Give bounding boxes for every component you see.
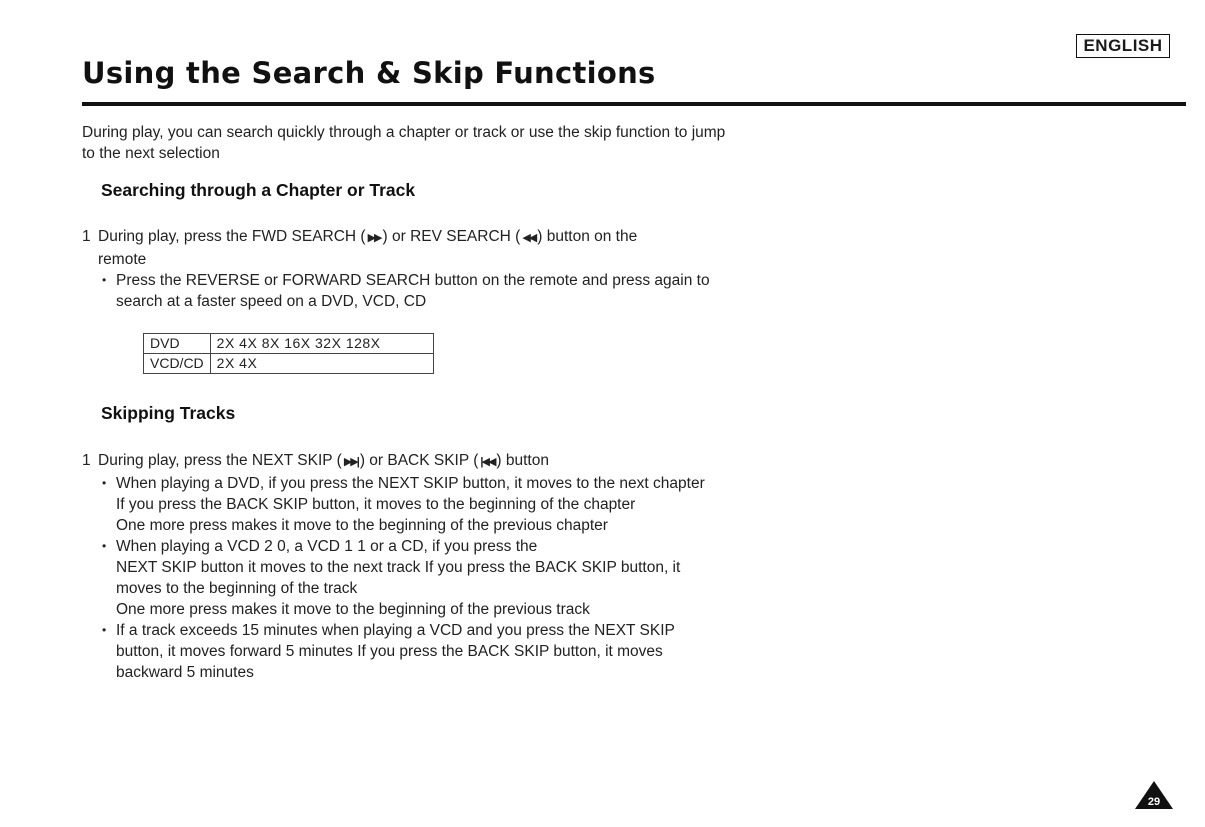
bullet-line: backward 5 minutes	[116, 664, 254, 681]
bullet-line: NEXT SKIP button it moves to the next track If you press the BACK SKIP button, it	[116, 559, 681, 576]
language-badge: ENGLISH	[1076, 34, 1170, 58]
bullet-line: When playing a DVD, if you press the NEXT SKIP button, it moves to the next chapter	[116, 475, 705, 492]
skip-bullet-vcd	[82, 536, 822, 620]
step-text: ) button	[496, 452, 549, 469]
bullet-line: button, it moves forward 5 minutes If you press the BACK SKIP button, it moves	[116, 643, 663, 660]
bullet-line: When playing a VCD 2 0, a VCD 1 1 or a CD, if you press the	[116, 538, 538, 555]
bullet-line: If a track exceeds 15 minutes when playing a VCD and you press the NEXT SKIP	[116, 622, 675, 639]
step-text: ) button on the	[537, 228, 638, 245]
bullet-line: One more press makes it move to the beginning of the previous chapter	[116, 517, 608, 534]
bullet-line: Press the REVERSE or FORWARD SEARCH button on the remote and press again to	[116, 272, 710, 289]
skip-bullet-long-track	[82, 620, 822, 683]
bullet-line: moves to the beginning of the track	[116, 580, 358, 597]
triangle-icon	[1134, 780, 1174, 810]
search-bullet	[82, 270, 822, 312]
title-rule	[82, 102, 1186, 106]
bullet-line: One more press makes it move to the beginning of the previous track	[116, 601, 590, 618]
bullet-dot-icon: •	[102, 539, 107, 553]
bullet-dot-icon: •	[102, 623, 107, 637]
step-line	[82, 226, 822, 249]
step-line	[82, 450, 822, 473]
rev-search-icon: ◀◀	[522, 232, 536, 244]
page-number-badge	[1134, 780, 1174, 810]
step-text: ) or BACK SKIP (	[359, 452, 479, 469]
intro-line: to the next selection	[82, 145, 220, 162]
section-heading-skip: Skipping Tracks	[101, 403, 236, 423]
back-skip-icon: |◀◀	[480, 456, 495, 468]
speed-table	[143, 333, 434, 374]
page-number: 29	[1147, 796, 1161, 808]
next-skip-icon: ▶▶|	[343, 456, 358, 468]
fwd-search-icon: ▶▶	[367, 232, 381, 244]
step-number: 1	[82, 228, 91, 245]
bullet-line: search at a faster speed on a DVD, VCD, CD	[116, 293, 427, 310]
step-text: ) or REV SEARCH (	[382, 228, 521, 245]
search-step	[82, 226, 822, 312]
skip-step	[82, 450, 822, 683]
table-row	[144, 334, 434, 354]
section-heading-search: Searching through a Chapter or Track	[101, 180, 416, 200]
media-cell: VCD/CD	[144, 354, 211, 374]
bullet-dot-icon: •	[102, 273, 107, 287]
speeds-cell: 2X 4X 8X 16X 32X 128X	[210, 334, 433, 354]
step-text: During play, press the NEXT SKIP (	[98, 452, 342, 469]
intro-paragraph	[82, 122, 842, 164]
skip-bullet-dvd	[82, 473, 822, 536]
table-row	[144, 354, 434, 374]
step-line: remote	[98, 251, 147, 268]
bullet-dot-icon: •	[102, 476, 107, 490]
intro-line: During play, you can search quickly through a chapter or track or use the skip function to jump	[82, 124, 726, 141]
speeds-cell: 2X 4X	[210, 354, 433, 374]
step-text: During play, press the FWD SEARCH (	[98, 228, 366, 245]
media-cell: DVD	[144, 334, 211, 354]
page-title: Using the Search & Skip Functions	[82, 56, 656, 90]
step-number: 1	[82, 452, 91, 469]
bullet-line: If you press the BACK SKIP button, it moves to the beginning of the chapter	[116, 496, 636, 513]
